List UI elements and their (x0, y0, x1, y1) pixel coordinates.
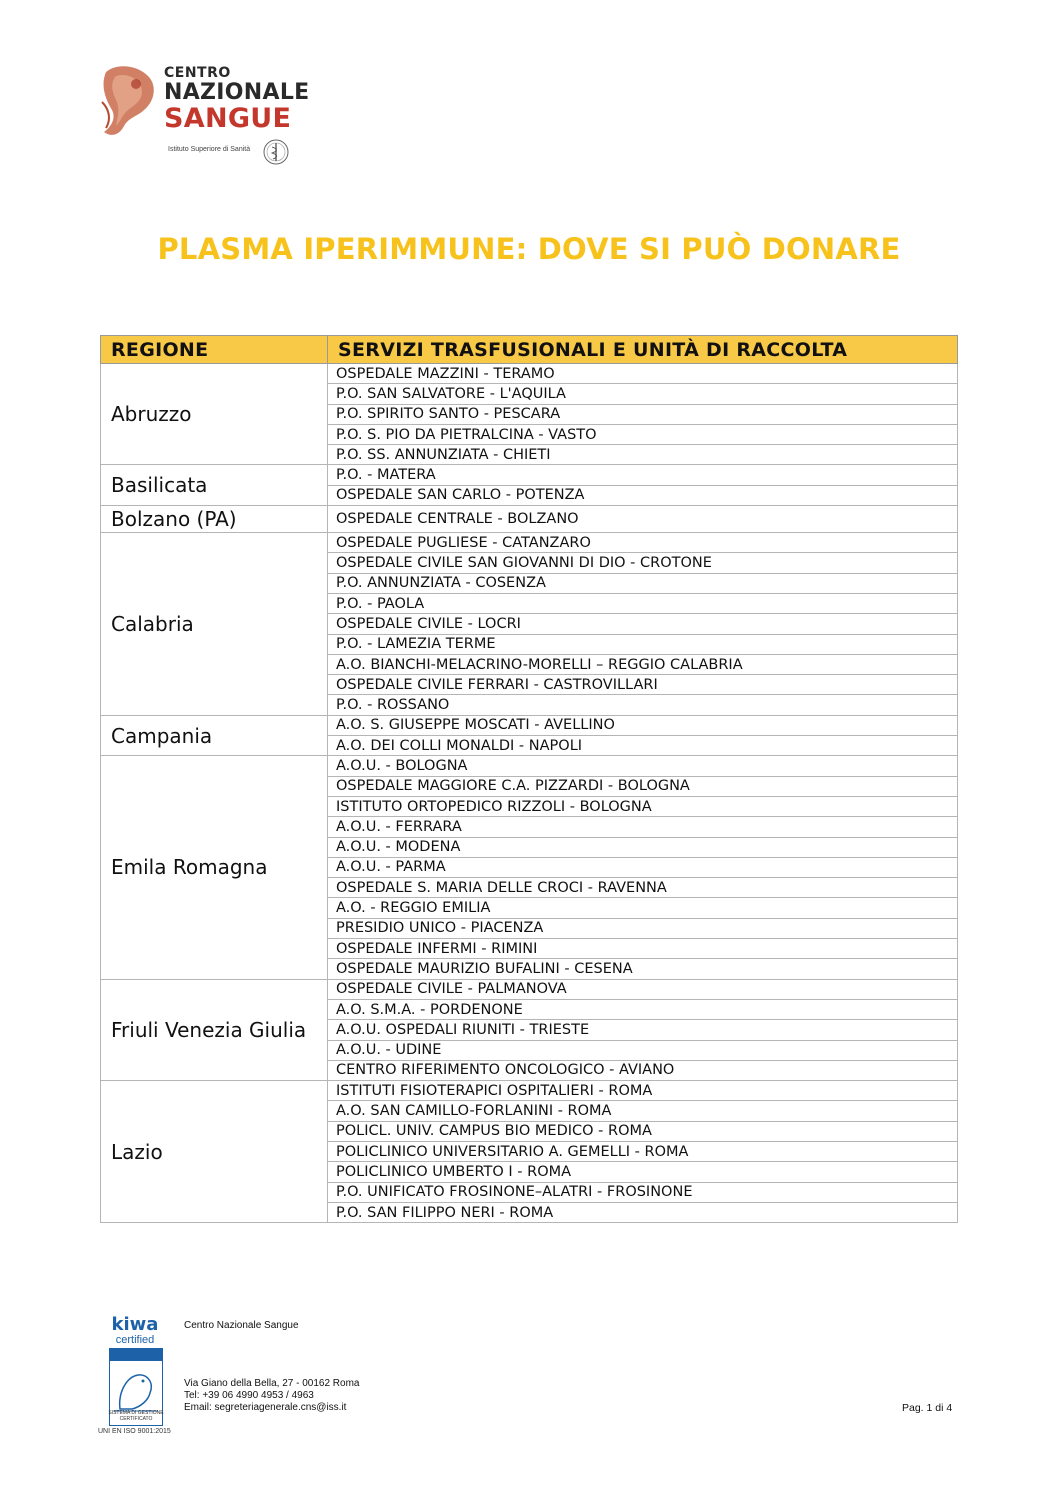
service-name: OSPEDALE SAN CARLO - POTENZA (328, 485, 958, 505)
kiwa-certification-logo (106, 1316, 164, 1424)
footer-contact (184, 1378, 359, 1414)
service-name: PRESIDIO UNICO - PIACENZA (328, 918, 958, 938)
footer-email: Email: segreteriagenerale.cns@iss.it (184, 1402, 347, 1413)
service-name: A.O.U. OSPEDALI RIUNITI - TRIESTE (328, 1020, 958, 1040)
service-name: OSPEDALE CENTRALE - BOLZANO (328, 506, 958, 533)
service-name: A.O. - REGGIO EMILIA (328, 898, 958, 918)
service-name: A.O.U. - PARMA (328, 857, 958, 877)
region-name: Friuli Venezia Giulia (101, 979, 328, 1080)
service-name: P.O. UNIFICATO FROSINONE–ALATRI - FROSINONE (328, 1182, 958, 1202)
service-name: P.O. - ROSSANO (328, 695, 958, 715)
kiwa-name: kiwa (111, 1314, 159, 1335)
region-name: Calabria (101, 533, 328, 716)
service-name: OSPEDALE CIVILE - LOCRI (328, 614, 958, 634)
service-name: OSPEDALE CIVILE SAN GIOVANNI DI DIO - CROTONE (328, 553, 958, 573)
service-name: POLICLINICO UMBERTO I - ROMA (328, 1162, 958, 1182)
service-name: A.O. BIANCHI-MELACRINO-MORELLI – REGGIO CALABRIA (328, 654, 958, 674)
cns-logo (98, 62, 310, 174)
region-name: Lazio (101, 1081, 328, 1223)
service-name: A.O.U. - BOLOGNA (328, 756, 958, 776)
service-name: OSPEDALE MAZZINI - TERAMO (328, 364, 958, 384)
service-name: POLICLINICO UNIVERSITARIO A. GEMELLI - ROMA (328, 1141, 958, 1161)
footer-tel: Tel: +39 06 4990 4953 / 4963 (184, 1390, 314, 1401)
service-name: ISTITUTI FISIOTERAPICI OSPITALIERI - ROMA (328, 1081, 958, 1101)
service-name: P.O. SPIRITO SANTO - PESCARA (328, 404, 958, 424)
service-name: OSPEDALE PUGLIESE - CATANZARO (328, 533, 958, 553)
region-name: Campania (101, 715, 328, 756)
logo-line-2: NAZIONALE (164, 80, 310, 105)
table-header-row (101, 336, 958, 364)
logo-wordmark (164, 66, 309, 132)
regions-body (101, 364, 958, 1223)
service-name: P.O. SAN FILIPPO NERI - ROMA (328, 1202, 958, 1222)
service-name: OSPEDALE CIVILE - PALMANOVA (328, 979, 958, 999)
service-name: POLICL. UNIV. CAMPUS BIO MEDICO - ROMA (328, 1121, 958, 1141)
service-name: A.O.U. - FERRARA (328, 817, 958, 837)
region-name: Abruzzo (101, 364, 328, 465)
table-row (101, 364, 958, 384)
page-number: Pag. 1 di 4 (902, 1402, 953, 1414)
iss-seal-icon (262, 138, 290, 166)
region-name: Bolzano (PA) (101, 506, 328, 533)
blood-drop-logo-icon (98, 62, 164, 140)
regions-table (100, 335, 958, 1223)
service-name: ISTITUTO ORTOPEDICO RIZZOLI - BOLOGNA (328, 796, 958, 816)
table-row (101, 465, 958, 485)
logo-subtitle: Istituto Superiore di Sanità (168, 146, 251, 153)
service-name: A.O. S.M.A. - PORDENONE (328, 999, 958, 1019)
logo-line-1: CENTRO (164, 65, 231, 81)
iso-label: UNI EN ISO 9001:2015 (98, 1428, 171, 1435)
footer-address: Via Giano della Bella, 27 - 00162 Roma (184, 1378, 360, 1389)
header-services: SERVIZI TRASFUSIONALI E UNITÀ DI RACCOLTA (328, 336, 958, 364)
service-name: A.O. SAN CAMILLO-FORLANINI - ROMA (328, 1101, 958, 1121)
table-row (101, 979, 958, 999)
kiwa-certified-label: certified (115, 1334, 155, 1346)
service-name: A.O.U. - UDINE (328, 1040, 958, 1060)
service-name: P.O. S. PIO DA PIETRALCINA - VASTO (328, 424, 958, 444)
service-name: A.O.U. - MODENA (328, 837, 958, 857)
service-name: OSPEDALE MAURIZIO BUFALINI - CESENA (328, 959, 958, 979)
service-name: A.O. S. GIUSEPPE MOSCATI - AVELLINO (328, 715, 958, 735)
service-name: OSPEDALE INFERMI - RIMINI (328, 939, 958, 959)
table-row (101, 506, 958, 533)
region-name: Basilicata (101, 465, 328, 506)
page-title: PLASMA IPERIMMUNE: DOVE SI PUÒ DONARE (157, 232, 901, 266)
service-name: P.O. - PAOLA (328, 593, 958, 613)
service-name: P.O. SS. ANNUNZIATA - CHIETI (328, 445, 958, 465)
region-name: Emila Romagna (101, 756, 328, 979)
service-name: CENTRO RIFERIMENTO ONCOLOGICO - AVIANO (328, 1060, 958, 1080)
table-row (101, 533, 958, 553)
kiwa-system-label: SISTEMA DI GESTIONE CERTIFICATO (108, 1410, 164, 1422)
footer-org: Centro Nazionale Sangue (184, 1320, 299, 1331)
service-name: P.O. SAN SALVATORE - L'AQUILA (328, 384, 958, 404)
service-name: A.O. DEI COLLI MONALDI - NAPOLI (328, 736, 958, 756)
service-name: OSPEDALE S. MARIA DELLE CROCI - RAVENNA (328, 878, 958, 898)
table-row (101, 756, 958, 776)
service-name: P.O. - LAMEZIA TERME (328, 634, 958, 654)
table-row (101, 1081, 958, 1101)
header-region: REGIONE (101, 336, 328, 364)
service-name: P.O. ANNUNZIATA - COSENZA (328, 573, 958, 593)
service-name: P.O. - MATERA (328, 465, 958, 485)
service-name: OSPEDALE CIVILE FERRARI - CASTROVILLARI (328, 675, 958, 695)
table-row (101, 715, 958, 735)
logo-line-3: SANGUE (164, 103, 292, 134)
service-name: OSPEDALE MAGGIORE C.A. PIZZARDI - BOLOGNA (328, 776, 958, 796)
